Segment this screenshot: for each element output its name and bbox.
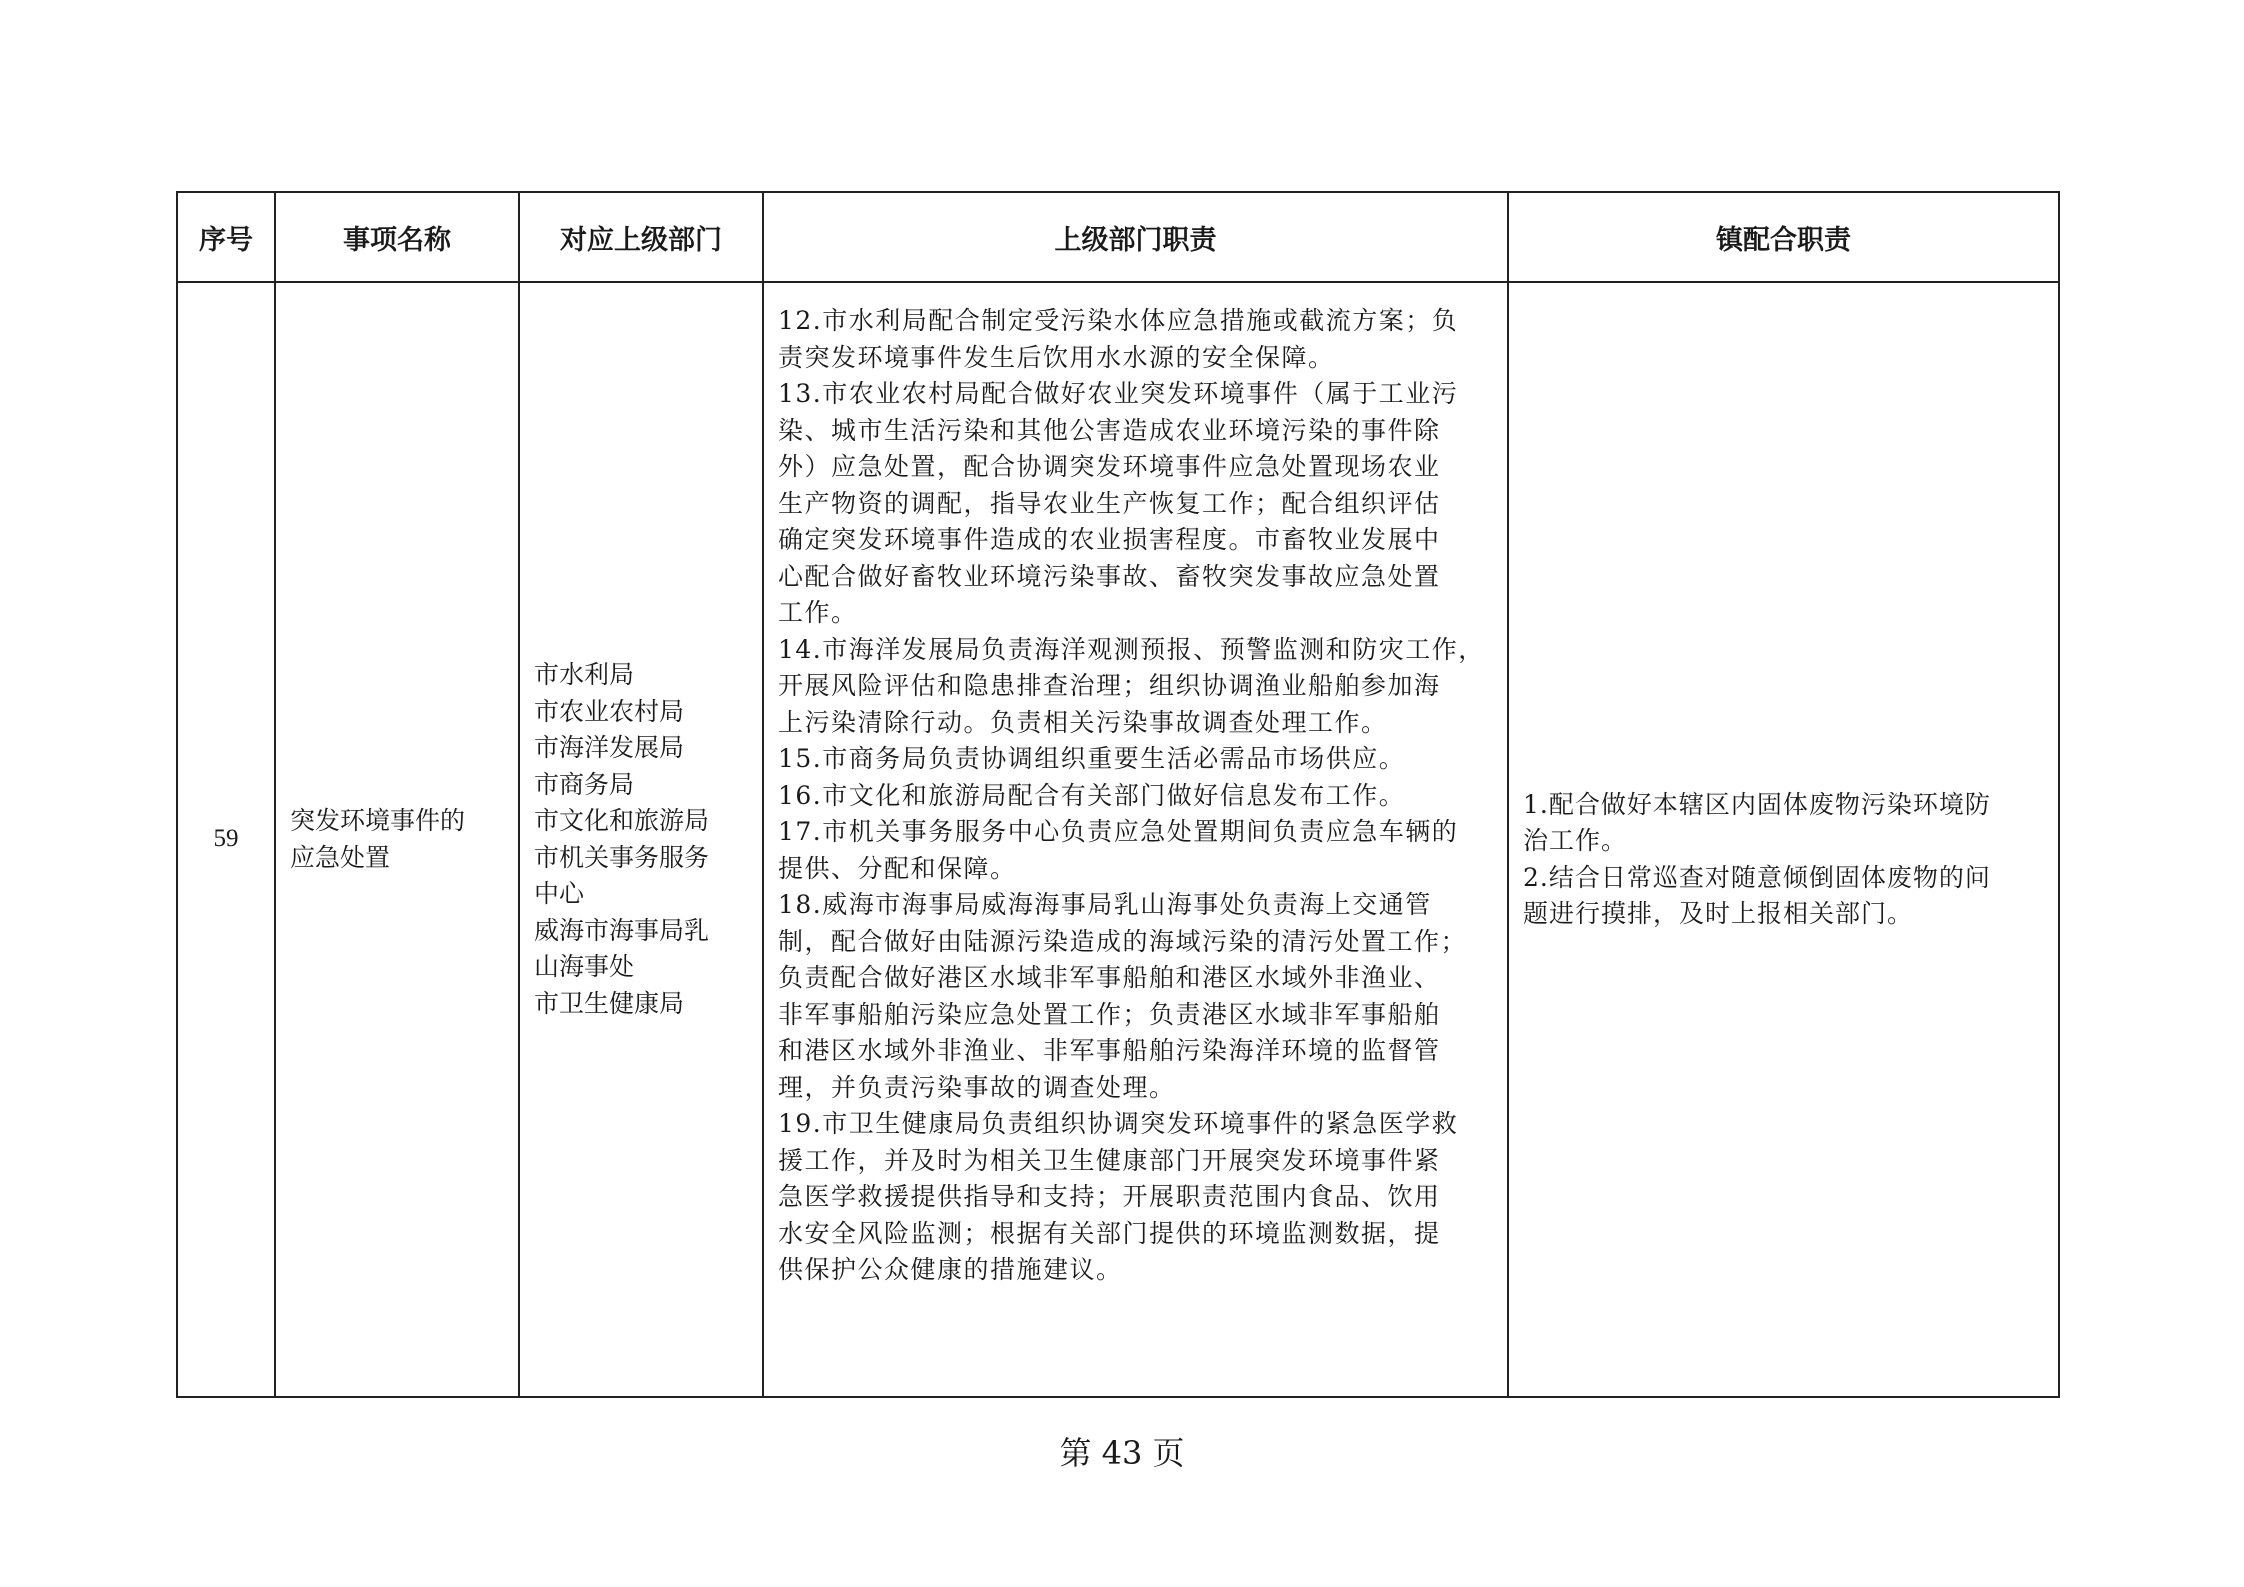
dept-line: 威海市海事局乳 <box>534 915 710 945</box>
duty-line: 提供、分配和保障。 <box>778 853 1017 883</box>
duty-line: 13.市农业农村局配合做好农业突发环境事件（属于工业污 <box>778 379 1459 408</box>
duty-line: 生产物资的调配，指导农业生产恢复工作；配合组织评估 <box>778 488 1441 518</box>
duty-line: 制，配合做好由陆源污染造成的海域污染的清污处置工作； <box>778 926 1468 956</box>
cell-superior-dept <box>519 282 763 1397</box>
dept-line: 市文化和旅游局 <box>534 806 710 835</box>
header-seq: 序号 <box>177 192 275 282</box>
dept-line: 市水利局 <box>534 660 635 689</box>
item-name-line: 突发环境事件的 <box>290 806 466 835</box>
duty-line: 16.市文化和旅游局配合有关部门做好信息发布工作。 <box>778 780 1406 810</box>
duty-line: 确定突发环境事件造成的农业损害程度。市畜牧业发展中 <box>778 525 1441 554</box>
table-header-row <box>177 192 2059 282</box>
town-duty-line: 1.配合做好本辖区内固体废物污染环境防 <box>1523 789 1991 819</box>
header-superior-duty: 上级部门职责 <box>763 192 1508 282</box>
duty-line: 责突发环境事件发生后饮用水水源的安全保障。 <box>778 342 1335 372</box>
town-duty-line: 题进行摸排，及时上报相关部门。 <box>1523 899 1914 928</box>
duty-line: 19.市卫生健康局负责组织协调突发环境事件的紧急医学救 <box>778 1109 1459 1138</box>
dept-line: 中心 <box>534 879 585 908</box>
duty-line: 供保护公众健康的措施建议。 <box>778 1255 1123 1284</box>
duty-line: 外）应急处置，配合协调突发环境事件应急处置现场农业 <box>778 452 1441 481</box>
header-superior-dept: 对应上级部门 <box>519 192 763 282</box>
duty-line: 援工作，并及时为相关卫生健康部门开展突发环境事件紧 <box>778 1145 1441 1175</box>
duty-line: 工作。 <box>778 598 858 627</box>
duty-line: 12.市水利局配合制定受污染水体应急措施或截流方案；负 <box>778 306 1459 335</box>
dept-line: 市海洋发展局 <box>534 733 685 762</box>
dept-line: 市卫生健康局 <box>534 988 685 1018</box>
duty-line: 非军事船舶污染应急处置工作；负责港区水域非军事船舶 <box>778 999 1441 1029</box>
town-duty-line: 2.结合日常巡查对随意倾倒固体废物的问 <box>1523 862 1991 892</box>
dept-line: 山海事处 <box>534 952 635 981</box>
duty-line: 上污染清除行动。负责相关污染事故调查处理工作。 <box>778 707 1388 737</box>
duty-line: 和港区水域外非渔业、非军事船舶污染海洋环境的监督管 <box>778 1036 1441 1065</box>
duty-line: 15.市商务局负责协调组织重要生活必需品市场供应。 <box>778 744 1406 773</box>
duty-line: 17.市机关事务服务中心负责应急处置期间负责应急车辆的 <box>778 817 1459 846</box>
header-item-name: 事项名称 <box>275 192 519 282</box>
town-duty-line: 治工作。 <box>1523 826 1628 855</box>
dept-line: 市商务局 <box>534 769 635 799</box>
cell-item-name <box>275 282 519 1397</box>
cell-superior-duty <box>763 282 1508 1397</box>
cell-seq: 59 <box>177 282 275 1397</box>
page-number: 第 43 页 <box>1059 1434 1185 1472</box>
duty-line: 急医学救援提供指导和支持；开展职责范围内食品、饮用 <box>778 1182 1441 1211</box>
duty-line: 18.威海市海事局威海海事局乳山海事处负责海上交通管 <box>778 890 1432 919</box>
duty-line: 染、城市生活污染和其他公害造成农业环境污染的事件除 <box>778 415 1441 445</box>
responsibility-table <box>176 191 2060 1398</box>
duty-line: 负责配合做好港区水域非军事船舶和港区水域外非渔业、 <box>778 963 1441 992</box>
cell-town-duty <box>1508 282 2059 1397</box>
duty-line: 开展风险评估和隐患排查治理；组织协调渔业船舶参加海 <box>778 671 1441 700</box>
item-name-line: 应急处置 <box>290 842 391 872</box>
dept-line: 市农业农村局 <box>534 696 685 726</box>
table-row <box>177 282 2059 1397</box>
dept-line: 市机关事务服务 <box>534 842 710 872</box>
duty-line: 水安全风险监测；根据有关部门提供的环境监测数据，提 <box>778 1218 1441 1248</box>
header-town-duty: 镇配合职责 <box>1508 192 2059 282</box>
duty-line: 心配合做好畜牧业环境污染事故、畜牧突发事故应急处置 <box>778 561 1441 591</box>
duty-line: 14.市海洋发展局负责海洋观测预报、预警监测和防灾工作， <box>778 634 1485 664</box>
duty-line: 理，并负责污染事故的调查处理。 <box>778 1072 1176 1102</box>
